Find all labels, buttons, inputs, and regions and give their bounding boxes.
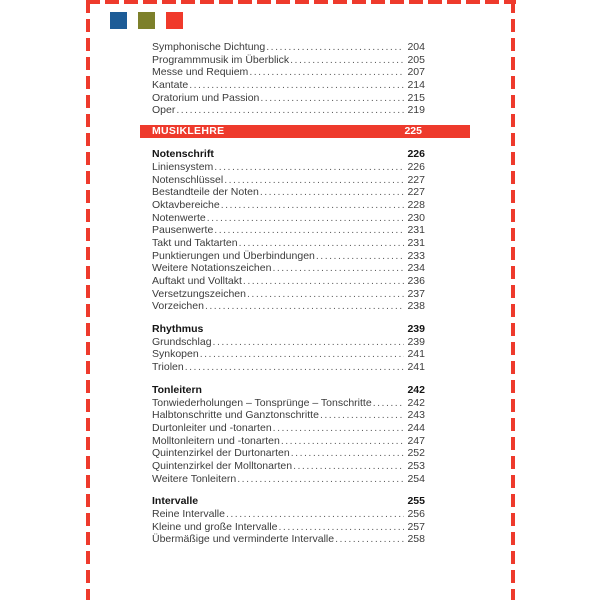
dot-leader: [290, 54, 404, 67]
dot-leader: [320, 409, 405, 422]
toc-entry-page: 234: [407, 262, 425, 275]
dot-leader: [226, 508, 405, 521]
toc-entry-label: Notenwerte: [152, 211, 206, 224]
toc-entry-page: 219: [407, 104, 425, 117]
toc-entry-label: Versetzungszeichen: [152, 287, 246, 300]
toc-entry: [152, 409, 425, 422]
toc-entry-label: Quintenzirkel der Molltonarten: [152, 459, 293, 472]
page-edge-mark-right: [511, 0, 515, 600]
dot-leader: [260, 92, 404, 105]
toc-entry-label: Programmmusik im Überblick: [152, 53, 290, 66]
dot-leader: [293, 460, 404, 473]
dot-leader: [207, 212, 405, 225]
toc-entry: [152, 447, 425, 460]
toc-entry-label: Kleine und große Intervalle: [152, 520, 278, 533]
toc-entry-page: 207: [407, 66, 425, 79]
toc-entry-label: Bestandteile der Noten: [152, 186, 259, 199]
toc-entry: [152, 250, 425, 263]
dot-leader: [316, 250, 405, 263]
page-edge-mark-left: [86, 0, 90, 600]
dot-leader: [373, 397, 405, 410]
dot-leader: [239, 237, 405, 250]
toc-entry-page: 226: [407, 160, 425, 173]
toc-entry-page: 243: [407, 409, 425, 422]
dot-leader: [224, 174, 404, 187]
toc-entry-page: 242: [407, 396, 425, 409]
toc-entry-page: 205: [407, 53, 425, 66]
dot-leader: [214, 161, 404, 174]
toc-entry-page: 239: [407, 335, 425, 348]
toc-entry-label: Weitere Tonleitern: [152, 472, 237, 485]
toc-entry: [152, 186, 425, 199]
toc-section-title: Tonleitern: [152, 383, 202, 396]
toc-entry-label: Oktavbereiche: [152, 198, 220, 211]
toc-entry-label: Molltonleitern und -tonarten: [152, 434, 280, 447]
red-square-icon: [166, 12, 183, 29]
toc-entry-page: 204: [407, 41, 425, 53]
dot-leader: [266, 41, 404, 54]
toc-entry: [152, 92, 425, 105]
dot-leader: [176, 104, 404, 117]
toc-entry-label: Oratorium und Passion: [152, 91, 260, 104]
toc-entry-label: Quintenzirkel der Durtonarten: [152, 447, 290, 460]
toc-entry: [152, 174, 425, 187]
dot-leader: [200, 348, 405, 361]
toc-entry-page: 257: [407, 520, 425, 533]
toc-entry-page: 231: [407, 224, 425, 237]
toc-entry-label: Kantate: [152, 79, 189, 92]
toc-entry-page: 227: [407, 186, 425, 199]
toc-section-header: [152, 148, 425, 161]
toc-entry-label: Liniensystem: [152, 160, 214, 173]
toc-entry: [152, 275, 425, 288]
toc-entry-label: Vorzeichen: [152, 300, 204, 313]
olive-square-icon: [138, 12, 155, 29]
toc-entry-page: 237: [407, 287, 425, 300]
toc-entry-label: Oper: [152, 104, 176, 117]
toc-section-title: Notenschrift: [152, 148, 214, 161]
toc-entry: [152, 199, 425, 212]
toc-entry-page: 230: [407, 211, 425, 224]
toc-section-page: 239: [407, 323, 425, 336]
toc-entry: [152, 161, 425, 174]
dot-leader: [205, 300, 405, 313]
toc-section-header: [152, 384, 425, 397]
toc-section-header: [152, 323, 425, 336]
toc-section-title: Intervalle: [152, 495, 199, 508]
toc-entry-page: 252: [407, 447, 425, 460]
toc-entry-page: 228: [407, 198, 425, 211]
dot-leader: [243, 275, 405, 288]
toc-entry-page: 241: [407, 348, 425, 361]
dot-leader: [260, 186, 405, 199]
dot-leader: [237, 473, 404, 486]
toc-entry-page: 241: [407, 361, 425, 374]
blue-square-icon: [110, 12, 127, 29]
dot-leader: [281, 435, 405, 448]
dot-leader: [214, 224, 404, 237]
dot-leader: [273, 422, 405, 435]
toc-entry: [152, 361, 425, 374]
toc-entry-page: 258: [407, 533, 425, 546]
dot-leader: [221, 199, 405, 212]
dot-leader: [279, 521, 405, 534]
toc-entry-label: Pausenwerte: [152, 224, 214, 237]
toc-entry-page: 244: [407, 421, 425, 434]
toc-section-title: Rhythmus: [152, 323, 204, 336]
toc-entry-label: Tonwiederholungen – Tonsprünge – Tonschritte: [152, 396, 372, 409]
dot-leader: [213, 336, 405, 349]
toc-entry: [152, 104, 425, 117]
toc-entry-label: Triolen: [152, 361, 184, 374]
toc-entry: [152, 41, 425, 54]
toc-entry-label: Grundschlag: [152, 335, 212, 348]
dot-leader: [185, 361, 405, 374]
toc-entry: [152, 422, 425, 435]
toc-entry: [152, 288, 425, 301]
page-edge-mark-top: [86, 0, 516, 4]
toc-entry: [152, 435, 425, 448]
toc-entry-label: Takt und Taktarten: [152, 236, 238, 249]
toc-entry: [152, 508, 425, 521]
toc-top-items: [140, 41, 470, 117]
dot-leader: [247, 288, 404, 301]
color-squares: [110, 12, 194, 29]
chapter-banner-page: 225: [404, 125, 422, 138]
toc-entry-page: 247: [407, 434, 425, 447]
toc-entry-page: 253: [407, 459, 425, 472]
toc-entry: [152, 212, 425, 225]
toc-entry-label: Notenschlüssel: [152, 173, 224, 186]
toc-entry: [152, 397, 425, 410]
chapter-banner: [140, 125, 470, 138]
toc-entry-label: Durtonleiter und -tonarten: [152, 421, 272, 434]
toc-entry: [152, 460, 425, 473]
table-of-contents: [140, 41, 470, 546]
toc-section-page: 242: [407, 383, 425, 396]
toc-entry: [152, 348, 425, 361]
dot-leader: [189, 79, 404, 92]
dot-leader: [335, 533, 404, 546]
toc-section-page: 255: [407, 495, 425, 508]
toc-entry-label: Symphonische Dichtung: [152, 41, 266, 53]
toc-section-page: 226: [407, 148, 425, 161]
toc-entry: [152, 237, 425, 250]
toc-entry-label: Messe und Requiem: [152, 66, 249, 79]
toc-entry-label: Übermäßige und verminderte Intervalle: [152, 533, 335, 546]
dot-leader: [249, 66, 404, 79]
toc-entry: [152, 300, 425, 313]
toc-entry-page: 227: [407, 173, 425, 186]
toc-section-header: [152, 495, 425, 508]
chapter-banner-label: MUSIKLEHRE: [152, 125, 225, 138]
toc-entry-page: 231: [407, 236, 425, 249]
dot-leader: [272, 262, 404, 275]
toc-sections: [140, 148, 470, 546]
dot-leader: [291, 447, 405, 460]
toc-entry-page: 254: [407, 472, 425, 485]
toc-entry: [152, 54, 425, 67]
toc-entry-label: Auftakt und Volltakt: [152, 275, 242, 287]
toc-entry-label: Halbtonschritte und Ganztonschritte: [152, 409, 319, 422]
toc-entry-page: 233: [407, 249, 425, 262]
toc-entry-page: 214: [407, 79, 425, 92]
toc-entry-label: Reine Intervalle: [152, 508, 225, 520]
toc-entry-page: 256: [407, 508, 425, 520]
toc-entry: [152, 521, 425, 534]
toc-entry: [152, 262, 425, 275]
toc-entry-page: 236: [407, 275, 425, 287]
toc-entry-label: Punktierungen und Überbindungen: [152, 249, 315, 262]
toc-entry-label: Synkopen: [152, 348, 199, 361]
toc-entry: [152, 473, 425, 486]
toc-entry: [152, 224, 425, 237]
toc-entry-page: 215: [407, 91, 425, 104]
toc-entry-label: Weitere Notationszeichen: [152, 262, 272, 275]
toc-entry-page: 238: [407, 300, 425, 313]
toc-entry: [152, 79, 425, 92]
toc-entry: [152, 336, 425, 349]
toc-entry: [152, 66, 425, 79]
toc-entry: [152, 533, 425, 546]
